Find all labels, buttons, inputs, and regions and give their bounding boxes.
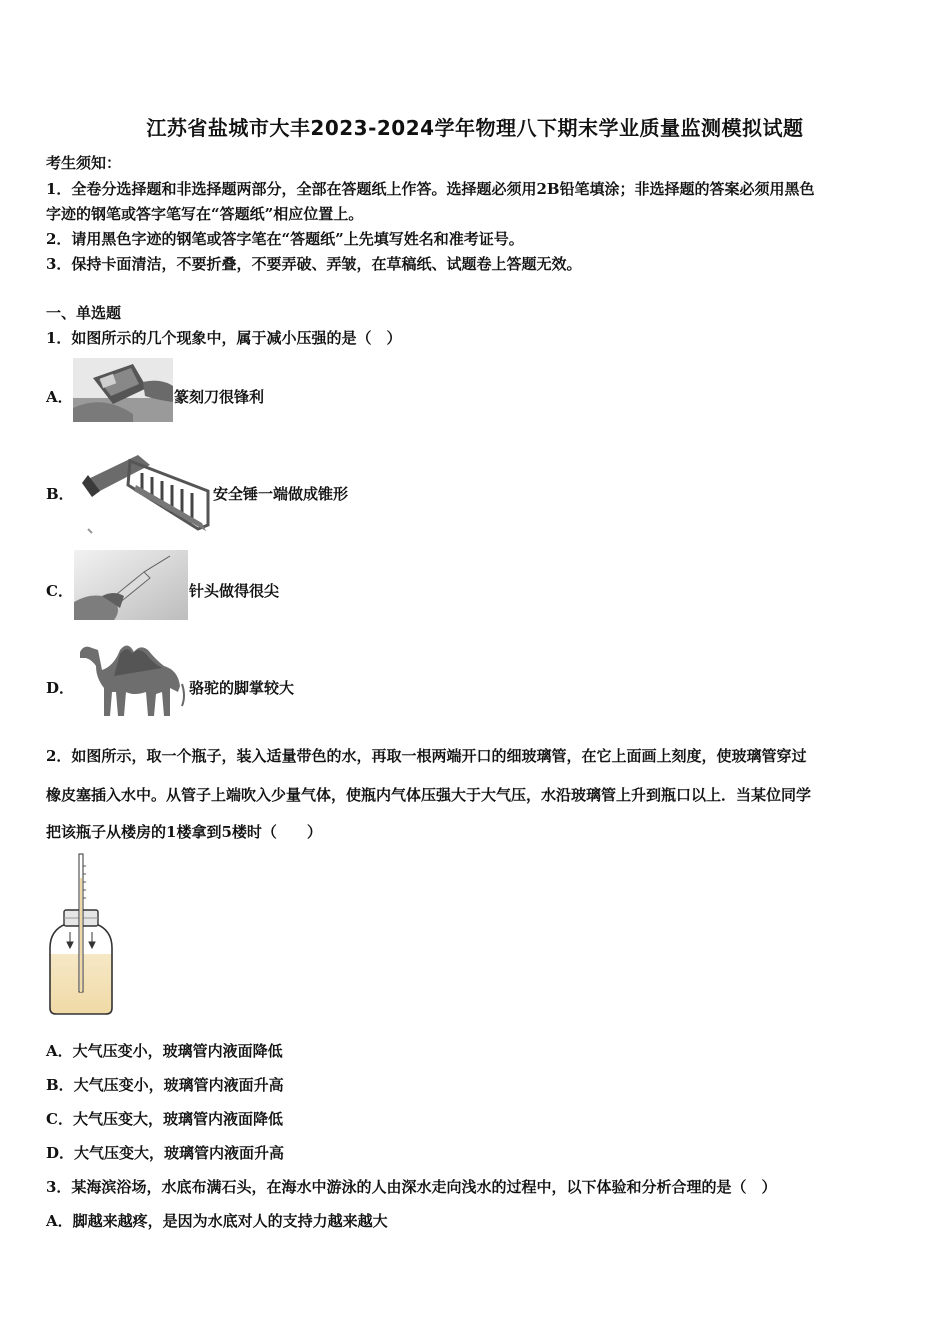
q2-option-a: A．大气压变小，玻璃管内液面降低 <box>46 1042 283 1060</box>
safety-hammer-image <box>78 445 212 535</box>
q1-option-a-letter: A． <box>46 388 73 406</box>
camel-image <box>74 636 188 720</box>
q3-stem: 3．某海滨浴场，水底布满石头，在海水中游泳的人由深水走向浅水的过程中，以下体验和分析合理的是（ ） <box>46 1178 777 1196</box>
notice-item-2: 2．请用黑色字迹的钢笔或答字笔在“答题纸”上先填写姓名和准考证号。 <box>46 230 524 248</box>
q2-stem-line-3: 把该瓶子从楼房的1楼拿到5楼时（ ） <box>46 823 322 841</box>
q1-stem: 1．如图所示的几个现象中，属于减小压强的是（ ） <box>46 329 402 347</box>
exam-title: 江苏省盐城市大丰2023-2024学年物理八下期末学业质量监测模拟试题 <box>146 116 804 140</box>
q1-option-c-text: 针头做得很尖 <box>189 582 280 600</box>
q1-option-b-letter: B． <box>46 485 74 503</box>
q2-stem-line-2: 橡皮塞插入水中。从管子上端吹入少量气体，使瓶内气体压强大于大气压，水沿玻璃管上升到瓶口以上．当某位同学 <box>46 786 812 804</box>
notice-item-3: 3．保持卡面清洁，不要折叠，不要弄破、弄皱，在草稿纸、试题卷上答题无效。 <box>46 255 582 273</box>
notice-item-1: 1．全卷分选择题和非选择题两部分，全部在答题纸上作答。选择题必须用2B铅笔填涂；非选择题的答案必须用黑色 <box>46 180 815 198</box>
q2-option-b: B．大气压变小，玻璃管内液面升高 <box>46 1076 284 1094</box>
q1-option-a-text: 篆刻刀很锋利 <box>174 388 265 406</box>
section-heading: 一、单选题 <box>46 304 122 322</box>
q1-option-d-text: 骆驼的脚掌较大 <box>189 679 295 697</box>
q3-option-a: A．脚越来越疼，是因为水底对人的支持力越来越大 <box>46 1212 388 1230</box>
q2-option-d: D．大气压变大，玻璃管内液面升高 <box>46 1144 285 1162</box>
q2-option-c: C．大气压变大，玻璃管内液面降低 <box>46 1110 283 1128</box>
bottle-with-tube-diagram <box>46 852 116 1016</box>
carving-knife-image <box>73 358 173 422</box>
q2-stem-line-1: 2．如图所示，取一个瓶子，装入适量带色的水，再取一根两端开口的细玻璃管，在它上面画上刻度，使玻璃管穿过 <box>46 747 807 765</box>
syringe-image <box>74 550 188 620</box>
notice-heading: 考生须知： <box>46 154 122 172</box>
notice-item-1-cont: 字迹的钢笔或答字笔写在“答题纸”相应位置上。 <box>46 205 364 223</box>
q1-option-d-letter: D． <box>46 679 75 697</box>
q1-option-b-text: 安全锤一端做成锥形 <box>213 485 349 503</box>
q1-option-c-letter: C． <box>46 582 73 600</box>
